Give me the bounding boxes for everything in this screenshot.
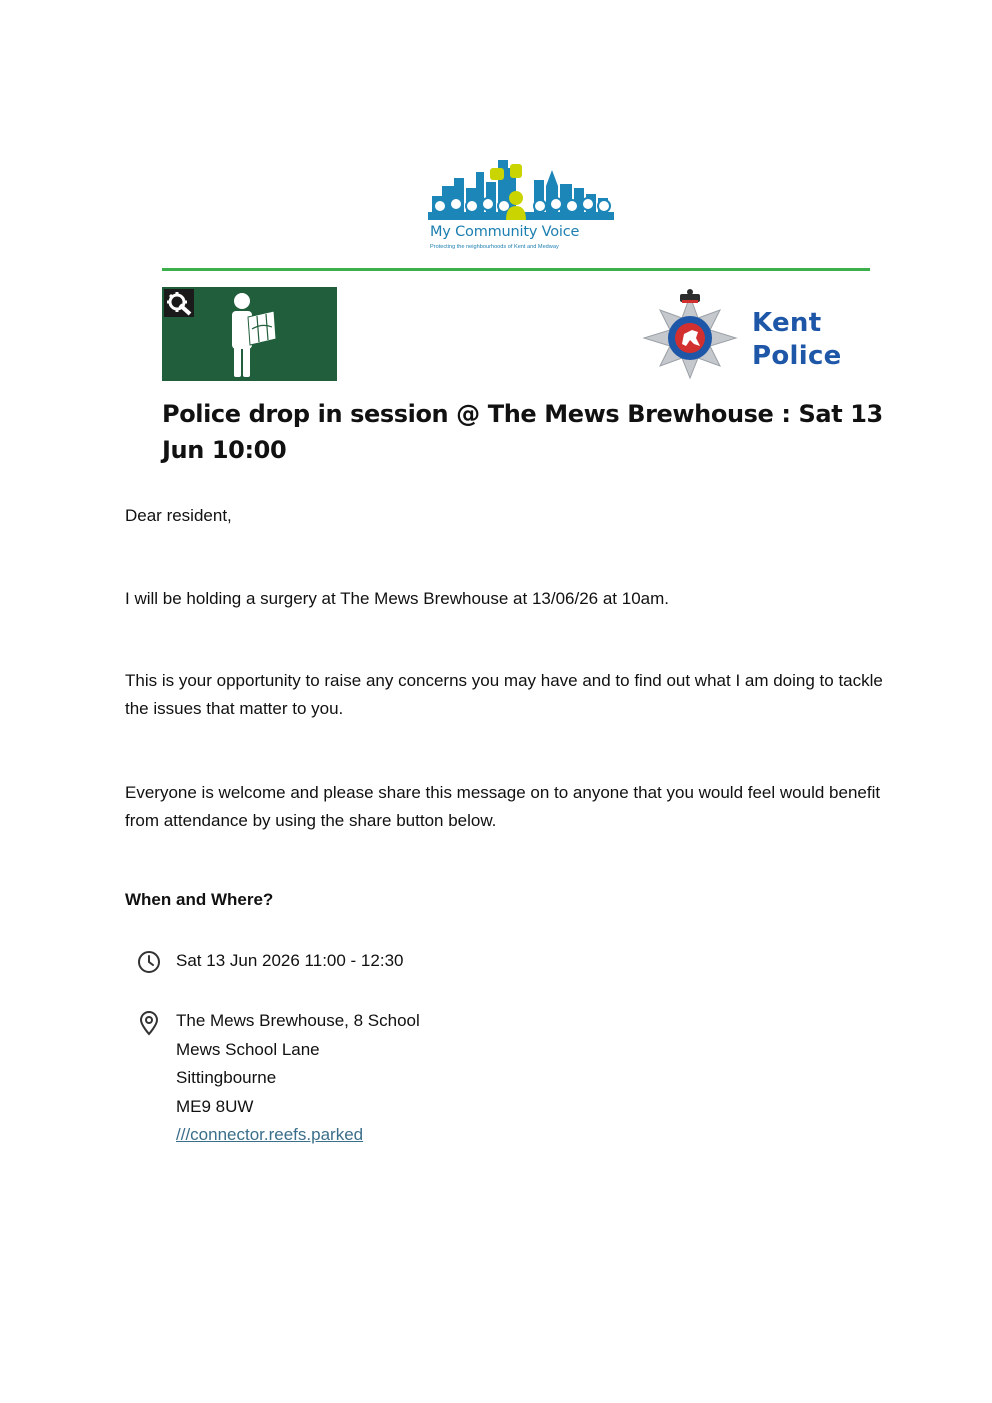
opportunity-text: This is your opportunity to raise any concerns you may have and to find out what I am doing to tackle the issues that matter to you. (125, 671, 883, 718)
logo-tagline: Protecting the neighbourhoods of Kent and Medway (430, 244, 559, 250)
surgery-text: I will be holding a surgery at The Mews Brewhouse at 13/06/26 at 10am. (125, 589, 669, 608)
clock-icon (136, 949, 162, 980)
kent-police-logo (640, 288, 870, 380)
address-postcode: ME9 8UW (176, 1096, 254, 1116)
page-title: Police drop in session @ The Mews Brewhouse : Sat 13 Jun 10:00 (162, 400, 883, 464)
share-request-text: Everyone is welcome and please share this message on to anyone that you would feel would benefit from attendance by using the share button below. (125, 783, 881, 830)
location-pin-icon (138, 1010, 160, 1041)
event-datetime: Sat 13 Jun 2026 11:00 - 12:30 (176, 951, 404, 970)
community-skyline-icon (428, 158, 614, 224)
greeting-text: Dear resident, (125, 506, 232, 525)
police-logo-line1: Kent (752, 308, 822, 338)
logo-name: My Community Voice (430, 224, 580, 240)
address-line-1: The Mews Brewhouse, 8 School (176, 1011, 420, 1030)
green-divider (162, 268, 870, 271)
my-community-voice-logo (428, 158, 614, 254)
address-line-2: Mews School Lane (176, 1039, 320, 1059)
kent-police-star-badge-icon (640, 288, 745, 380)
what3words-link[interactable]: ///connector.reefs.parked (176, 1125, 364, 1144)
person-reading-map-icon (222, 289, 282, 384)
event-address (176, 1007, 420, 1150)
police-logo-line2: Police (752, 341, 842, 371)
when-where-heading: When and Where? (125, 890, 274, 909)
banner-image (162, 287, 337, 381)
gear-wrench-icon (164, 289, 194, 317)
address-line-3: Sittingbourne (176, 1068, 277, 1087)
